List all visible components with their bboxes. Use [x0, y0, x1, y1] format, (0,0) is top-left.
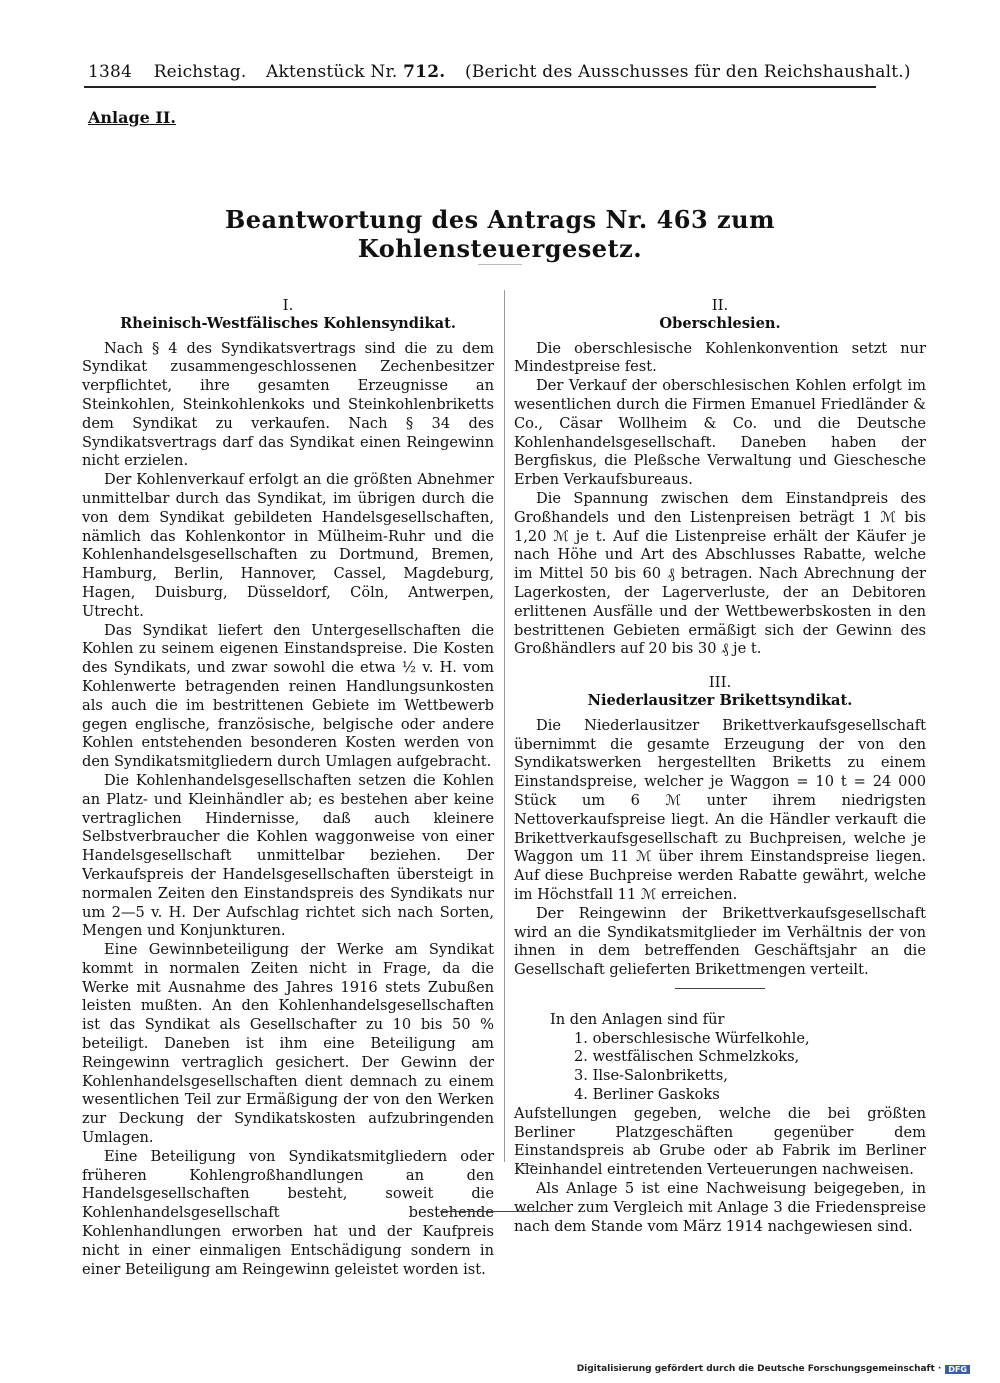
anlagen-list	[574, 1030, 926, 1105]
end-rule	[440, 1211, 562, 1212]
column-divider	[504, 290, 505, 1162]
running-header	[88, 62, 911, 82]
report-name: (Bericht des Ausschusses für den Reichshaushalt.)	[464, 62, 911, 82]
dfg-logo: DFG	[945, 1365, 970, 1374]
paragraph: Der Kohlenverkauf erfolgt an die größten Abnehmer unmittelbar durch das Syndikat, im übrigen durch die von dem Syndikat gebildeten Handelsgesellschaften, nämlich das Kohlenkontor in Mülheim-Ruhr und die Kohlenhandelsgesellschaften zu Dortmund, Bremen, Hamburg, Berlin, Hannover, Cassel, Magdeburg, Hagen, Duisburg, Düsseldorf, Cöln, Antwerpen, Utrecht.	[82, 471, 494, 620]
section-heading: Rheinisch-Westfälisches Kohlensyndikat.	[120, 314, 456, 332]
section-heading: Niederlausitzer Brikettsyndikat.	[587, 691, 853, 709]
paragraph: Der Verkauf der oberschlesischen Kohlen erfolgt im wesentlichen durch die Firmen Emanuel Friedländer & Co., Cäsar Wollheim & Co. und die Deutsche Kohlenhandelsgesellschaft. Daneben haben der Bergfiskus, die Pleßsche Verwaltung und Gieschesche Erben Verkaufsbureaus.	[514, 377, 926, 489]
header-rule	[84, 86, 876, 88]
left-column	[82, 296, 494, 1279]
publication-name: Reichstag.	[153, 62, 247, 82]
paragraph: Der Reingewinn der Brikettverkaufsgesellschaft wird an die Syndikatsmitglieder im Verhältnis der von ihnen in dem betreffenden Geschäftsjahr an die Gesellschaft gelieferten Brikettmengen verteilt.	[514, 904, 926, 979]
section-number: I.	[282, 296, 294, 314]
list-item: 2. westfälischen Schmelzkoks,	[574, 1048, 800, 1066]
aktenstueck-label: Aktenstück Nr.	[266, 62, 398, 82]
paragraph: Eine Beteiligung von Syndikatsmitgliedern oder früheren Kohlengroßhandlungen an den Handelsgesellschaften besteht, soweit die Kohlenhandelsgesellschaft bestehende Kohlenhandlungen erworben hat und der Kaufpreis nicht in einer einmaligen Entschädigung sondern in einer Beteiligung am Reingewinn geleistet worden ist.	[82, 1147, 494, 1278]
paragraph: Eine Gewinnbeteiligung der Werke am Syndikat kommt in normalen Zeiten nicht in Frage, da die Werke mit Ausnahme des Jahres 1916 stets Zubußen leisten mußten. An den Kohlenhandelsgesellschaften ist das Syndikat als Gesellschafter zu 10 bis 50 % beteiligt. Daneben ist ihm eine Beteiligung am Reingewinn vertraglich gesichert. Der Gewinn der Kohlenhandelsgesellschaften dient demnach zu einem wesentlichen Teil zur Ermäßigung der von den Werken zur Deckung der Syndikatskosten aufzubringenden Umlagen.	[82, 941, 494, 1147]
section-heading: Oberschlesien.	[659, 314, 781, 332]
credit-text: Digitalisierung gefördert durch die Deutsche Forschungsgemeinschaft ·	[576, 1364, 942, 1374]
paragraph: Die Niederlausitzer Brikettverkaufsgesellschaft übernimmt die gesamte Erzeugung der von den Syndikatswerken hergestellten Briketts zu einem Einstandspreise, welcher je Waggon = 10 t = 24 000 Stück um 6 ℳ unter ihrem niedrigsten Nettoverkaufspreise liegt. An die Händler verkauft die Brikettverkaufsgesellschaft zu Buchpreisen, welche je Waggon um 11 ℳ über ihrem Einstandspreise liegen. Auf diese Buchpreise werden Rabatte gewährt, welche im Höchstfall 11 ℳ erreichen.	[514, 716, 926, 903]
aktenstueck-number: 712.	[403, 62, 446, 82]
section-number: III.	[708, 673, 732, 692]
document-title: Beantwortung des Antrags Nr. 463 zum Kohlensteuergesetz.	[224, 205, 775, 263]
paragraph: Das Syndikat liefert den Untergesellschaften die Kohlen zu seinem eigenen Einstandspreise. Die Kosten des Syndikats, und zwar sowohl die etwa ½ v. H. vom Kohlenwerte betragenden reinen Handlungsunkosten als auch die im bestrittenen Gebiete im Wettbewerb gegen englische, französische, belgische oder andere Kohlen entstehenden besonderen Kosten werden von den Syndikatsmitgliedern durch Umlagen aufgebracht.	[82, 621, 494, 771]
anlage-label: Anlage II.	[88, 108, 176, 127]
section-number: II.	[711, 296, 729, 314]
paragraph: Als Anlage 5 ist eine Nachweisung beigegeben, in welcher zum Vergleich mit Anlage 3 die Friedenspreise nach dem Stande vom März 1914 nachgewiesen sind.	[514, 1180, 926, 1235]
section-rule	[675, 988, 765, 989]
right-column	[514, 296, 926, 1236]
digitization-credit	[577, 1364, 970, 1374]
list-item: 1. oberschlesische Würfelkohle,	[574, 1029, 810, 1047]
paragraph: Die Spannung zwischen dem Einstandpreis des Großhandels und den Listenpreisen beträgt 1 ℳ bis 1,20 ℳ je t. Auf die Listenpreise erhält der Käufer je nach Höhe und Art des Abschlusses Rabatte, welche im Mittel 50 bis 60 ₰ betragen. Nach Abrechnung der Lagerkosten, der Lagerverluste, der an Debitoren erlittenen Ausfälle und der Wettbewerbskosten in den bestrittenen Gebieten ermäßigt sich der Gewinn des Großhändlers auf 20 bis 30 ₰ je t.	[514, 489, 926, 658]
page-number: 1384	[88, 62, 133, 82]
title-rule	[478, 264, 522, 265]
list-item: 4. Berliner Gaskoks	[574, 1086, 720, 1104]
paragraph: Nach § 4 des Syndikatsvertrags sind die zu dem Syndikat zusammengeschlossenen Zechenbesitzer verpflichtet, ihre gesamten Erzeugnisse an Steinkohlen, Steinkohlenkoks und Steinkohlenbriketts dem Syndikat zu verkaufen. Nach § 34 des Syndikatsvertrags darf das Syndikat einen Reingewinn nicht erzielen.	[82, 339, 494, 470]
paragraph: Aufstellungen gegeben, welche die bei größten Berliner Platzgeschäften gegenüber dem Einstandspreis ab Grube oder ab Fabrik im Berliner Kleinhandel eintretenden Verteuerungen nachweisen.	[514, 1104, 926, 1179]
column-end-mark	[522, 1165, 534, 1166]
paragraph: Die oberschlesische Kohlenkonvention setzt nur Mindestpreise fest.	[514, 339, 926, 376]
paragraph: Die Kohlenhandelsgesellschaften setzen die Kohlen an Platz- und Kleinhändler ab; es bestehen aber keine vertraglichen Hindernisse, daß auch kleinere Selbstverbraucher die Kohlen waggonweise von einer Handelsgesellschaft unmittelbar beziehen. Der Verkaufspreis der Handelsgesellschaften übersteigt in normalen Zeiten den Einstandspreis des Syndikats nur um 2—5 v. H. Der Aufschlag richtet sich nach Sorten, Mengen und Konjunkturen.	[82, 771, 494, 940]
list-item: 3. Ilse-Salonbriketts,	[574, 1067, 728, 1085]
list-intro: In den Anlagen sind für	[550, 1010, 725, 1028]
